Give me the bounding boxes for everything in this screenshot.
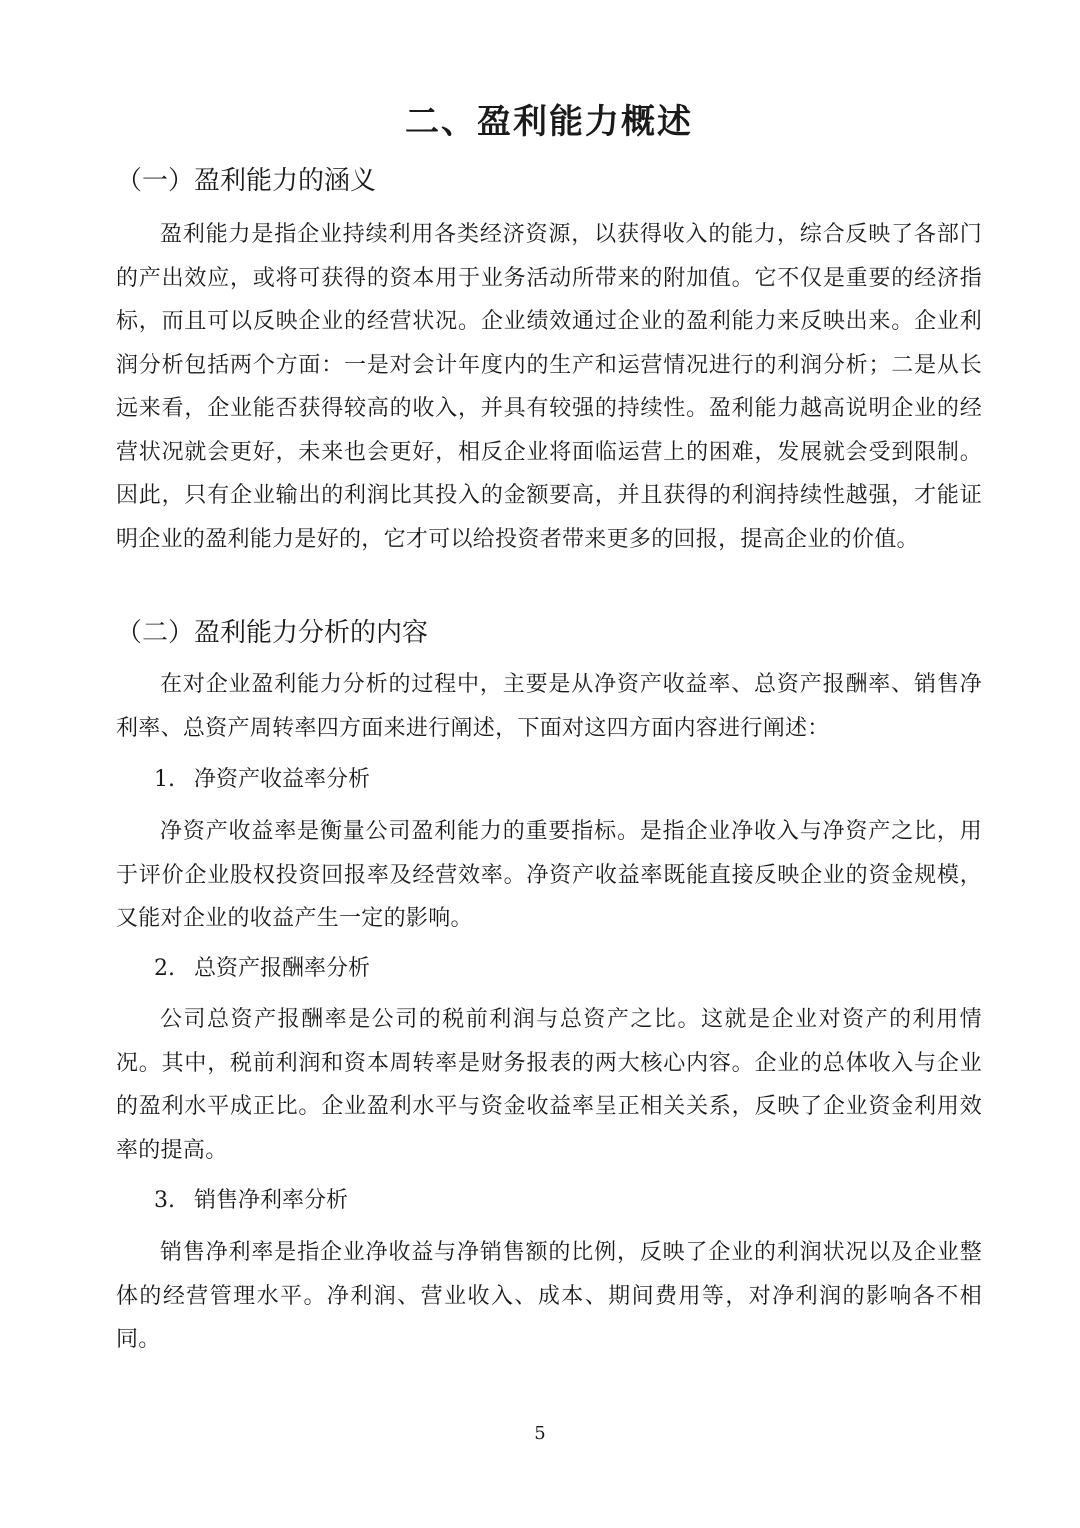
subheading-roe	[154, 762, 370, 798]
subheading-title: 总资产报酬率分析	[194, 956, 371, 981]
section-heading-meaning: （一）盈利能力的涵义	[116, 166, 377, 196]
subheading-number: 3.	[154, 1188, 175, 1213]
paragraph-net-margin: 销售净利率是指企业净收益与净销售额的比例，反映了企业的利润状况以及企业整体的经营管理水平。净利润、营业收入、成本、期间费用等，对净利润的影响各不相同。	[116, 1240, 982, 1352]
paragraph-roe: 净资产收益率是衡量公司盈利能力的重要指标。是指企业净收入与净资产之比，用于评价企业股权投资回报率及经营效率。净资产收益率既能直接反映企业的资金规模，又能对企业的收益产生一定的影响。	[116, 819, 982, 931]
paragraph-meaning: 盈利能力是指企业持续利用各类经济资源，以获得收入的能力，综合反映了各部门的产出效应，或将可获得的资本用于业务活动所带来的附加值。它不仅是重要的经济指标，而且可以反映企业的经营状况。企业绩效通过企业的盈利能力来反映出来。企业利润分析包括两个方面：一是对会计年度内的生产和运营情况进行的利润分析；二是从长远来看，企业能否获得较高的收入，并具有较强的持续性。盈利能力越高说明企业的经营状况就会更好，未来也会更好，相反企业将面临运营上的困难，发展就会受到限制。因此，只有企业输出的利润比其投入的金额要高，并且获得的利润持续性越强，才能证明企业的盈利能力是好的，它才可以给投资者带来更多的回报，提高企业的价值。	[116, 222, 982, 552]
paragraph-roa: 公司总资产报酬率是公司的税前利润与总资产之比。这就是企业对资产的利用情况。其中，税前利润和资本周转率是财务报表的两大核心内容。企业的总体收入与企业的盈利水平成正比。企业盈利水平与资金收益率呈正相关关系，反映了企业资金利用效率的提高。	[116, 1007, 982, 1163]
section-heading-content: （二）盈利能力分析的内容	[116, 618, 429, 648]
subheading-number: 2.	[154, 956, 175, 981]
subheading-roa	[154, 951, 370, 987]
subheading-number: 1.	[154, 767, 175, 792]
subheading-net-margin	[154, 1183, 348, 1219]
page-number: 5	[534, 1423, 546, 1444]
paragraph-intro: 在对企业盈利能力分析的过程中，主要是从净资产收益率、总资产报酬率、销售净利率、总资产周转率四方面来进行阐述，下面对这四方面内容进行阐述：	[116, 672, 982, 741]
subheading-title: 净资产收益率分析	[194, 767, 371, 792]
subheading-title: 销售净利率分析	[194, 1188, 349, 1213]
page-title: 二、盈利能力概述	[405, 102, 693, 142]
